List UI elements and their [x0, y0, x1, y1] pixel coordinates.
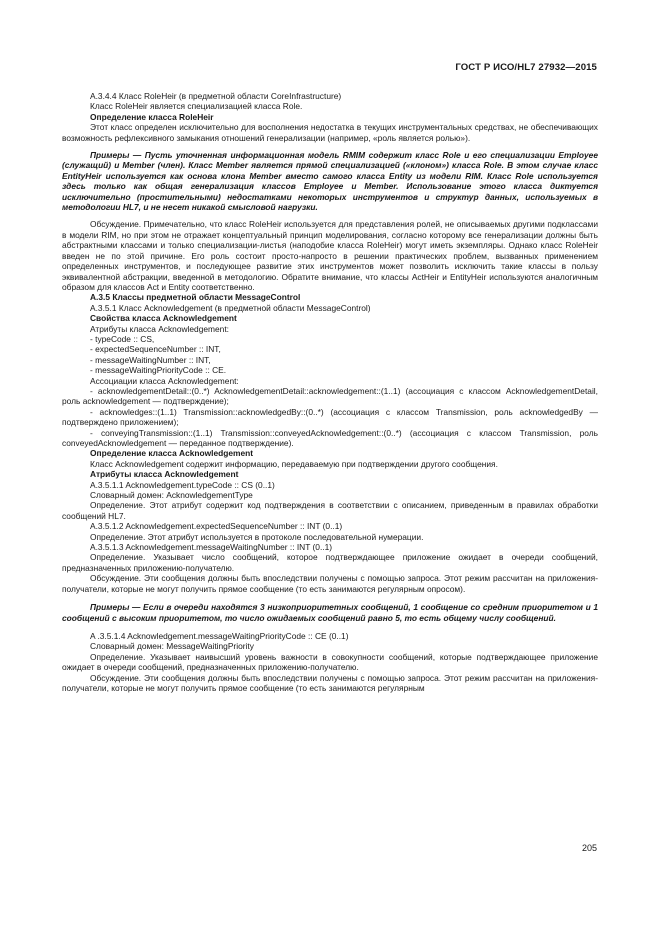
list-item: - messageWaitingNumber :: INT,: [90, 354, 211, 365]
discussion-paragraph: Обсуждение. Эти сообщения должны быть впоследствии получены с помощью запроса. Этот режим рассчитан на приложения-получатели, которые не могут получить прямое сообщение (то есть занимаются регулярным опросом).: [62, 573, 598, 594]
paragraph: Определение. Указывает число сообщений, которое подтверждающее приложение ожидает в очереди сообщений, предназначенных приложению-получателю.: [62, 552, 598, 573]
paragraph: Определение. Этот атрибут используется в протоколе последовательной нумерации.: [90, 531, 424, 542]
subsection-heading: A.3.4.4 Класс RoleHeir (в предметной области CoreInfrastructure): [90, 91, 342, 101]
paragraph: Класс Acknowledgement содержит информацию, передаваемую при подтверждении другого сообщения.: [90, 458, 498, 469]
attribute-heading: A.3.5.1.3 Acknowledgement.messageWaitingNumber :: INT (0..1): [90, 542, 333, 553]
definition-heading: Определение класса RoleHeir: [90, 111, 214, 122]
attribute-heading: A .3.5.1.4 Acknowledgement.messageWaitingPriorityCode :: CE (0..1): [90, 630, 349, 641]
paragraph: Ассоциации класса Acknowledgement:: [90, 375, 239, 386]
discussion-paragraph: Обсуждение. Примечательно, что класс RoleHeir используется для представления ролей, не описываемых другими подклассами в модели RIM, но при этом не отражает концептуальный принцип моделирования, согласно которому все генерализации должны быть абстрактными классами и только специализации-листья (наподобие класса RoleHeir) могут иметь экземпляры. Однако класс RoleHeir введен не по этой причине. Его роль состоит просто-напросто в решении практических проблем, вызванных применением определенных инструментов, и последующее развитие этих инструментов может позволить исключить такие классы в пользу эквивалентной абстракции, введенной в методологию. Обратите внимание, что классы ActHeir и EntityHeir используются аналогичным образом для классов Act и Entity соответственно.: [62, 219, 598, 292]
paragraph: Определение. Указывает наивысший уровень важности в совокупности сообщений, которые подтверждающее приложение ожидает в очереди сообщений, предназначенных приложению-получателю.: [62, 651, 598, 673]
example-paragraph: Примеры — Пусть уточненная информационная модель RMIM содержит класс Role и его специализации Employee (служащий) и Member (член). Класс Member является прямой специализацией («клоном») класса Role. В этом случае класс EntityHeir используется как основа клона Member вместо самого класса Entity из модели RIM. Класс Role используется здесь только как общая генерализация классов Employee и Member. Использование этого класса диктуется исключительно (простительными) недостатками некоторых инструментов и структур данных, используемых в методологии HL7, и не несет никакой смысловой нагрузки.: [62, 150, 598, 213]
section-heading: A.3.5 Классы предметной области MessageControl: [90, 292, 301, 303]
document-body: [62, 91, 598, 693]
paragraph: Словарный домен: AcknowledgementType: [90, 490, 253, 501]
list-item: - expectedSequenceNumber :: INT,: [90, 344, 221, 355]
paragraph: Определение. Этот атрибут содержит код подтверждения в соответствии с описанием, приведенным в правилах обработки сообщений HL7.: [62, 500, 598, 521]
paragraph: Этот класс определен исключительно для восполнения недостатка в текущих инструментальных средствах, не обеспечивающих возможность рефлексивного замыкания отношений генерализации (например, «роль является ролью»).: [62, 122, 598, 143]
document-header-standard-id: ГОСТ Р ИСО/HL7 27932—2015: [455, 62, 597, 73]
attribute-heading: A.3.5.1.1 Acknowledgement.typeCode :: CS (0..1): [90, 479, 275, 490]
properties-heading: Свойства класса Acknowledgement: [90, 313, 237, 324]
list-item: - messageWaitingPriorityCode :: CE.: [90, 365, 227, 376]
attributes-heading: Атрибуты класса Acknowledgement: [90, 469, 239, 480]
discussion-paragraph: Обсуждение. Эти сообщения должны быть впоследствии получены с помощью запроса. Этот режим рассчитан на приложения-получатели, которые не могут получить прямое сообщение (то есть занимаются регулярным: [62, 672, 598, 693]
paragraph: Класс RoleHeir является специализацией класса Role.: [90, 101, 303, 112]
list-item: - conveyingTransmission::(1..1) Transmission::conveyedAcknowledgement::(0..*) (ассоциация с классом Transmission, роль conveyedAcknowledgement — переданное подтверждение).: [62, 427, 598, 448]
page-number: 205: [581, 843, 597, 853]
list-item: - acknowledgementDetail::(0..*) AcknowledgementDetail::acknowledgement::(1..1) (ассоциация с классом AcknowledgementDetail, роль acknowledgement — подтверждение);: [62, 385, 598, 407]
definition-heading: Определение класса Acknowledgement: [90, 448, 254, 459]
attribute-heading: A.3.5.1.2 Acknowledgement.expectedSequenceNumber :: INT (0..1): [90, 521, 343, 532]
list-item: - typeCode :: CS,: [90, 333, 155, 344]
list-item: - acknowledges::(1..1) Transmission::acknowledgedBy::(0..*) (ассоциация с классом Transmission, роль acknowledgedBy — подтверждено приложением);: [62, 406, 598, 428]
paragraph: Атрибуты класса Acknowledgement:: [90, 323, 229, 334]
paragraph: Словарный домен: MessageWaitingPriority: [90, 641, 254, 652]
subsection-heading: A.3.5.1 Класс Acknowledgement (в предметной области MessageControl): [90, 302, 371, 313]
example-paragraph: Примеры — Если в очереди находятся 3 низкоприоритетных сообщений, 1 сообщение со средним приоритетом и 1 сообщений с высоким приоритетом, то число ожидаемых сообщений равно 5, то есть общему числу сообщений.: [62, 602, 598, 623]
